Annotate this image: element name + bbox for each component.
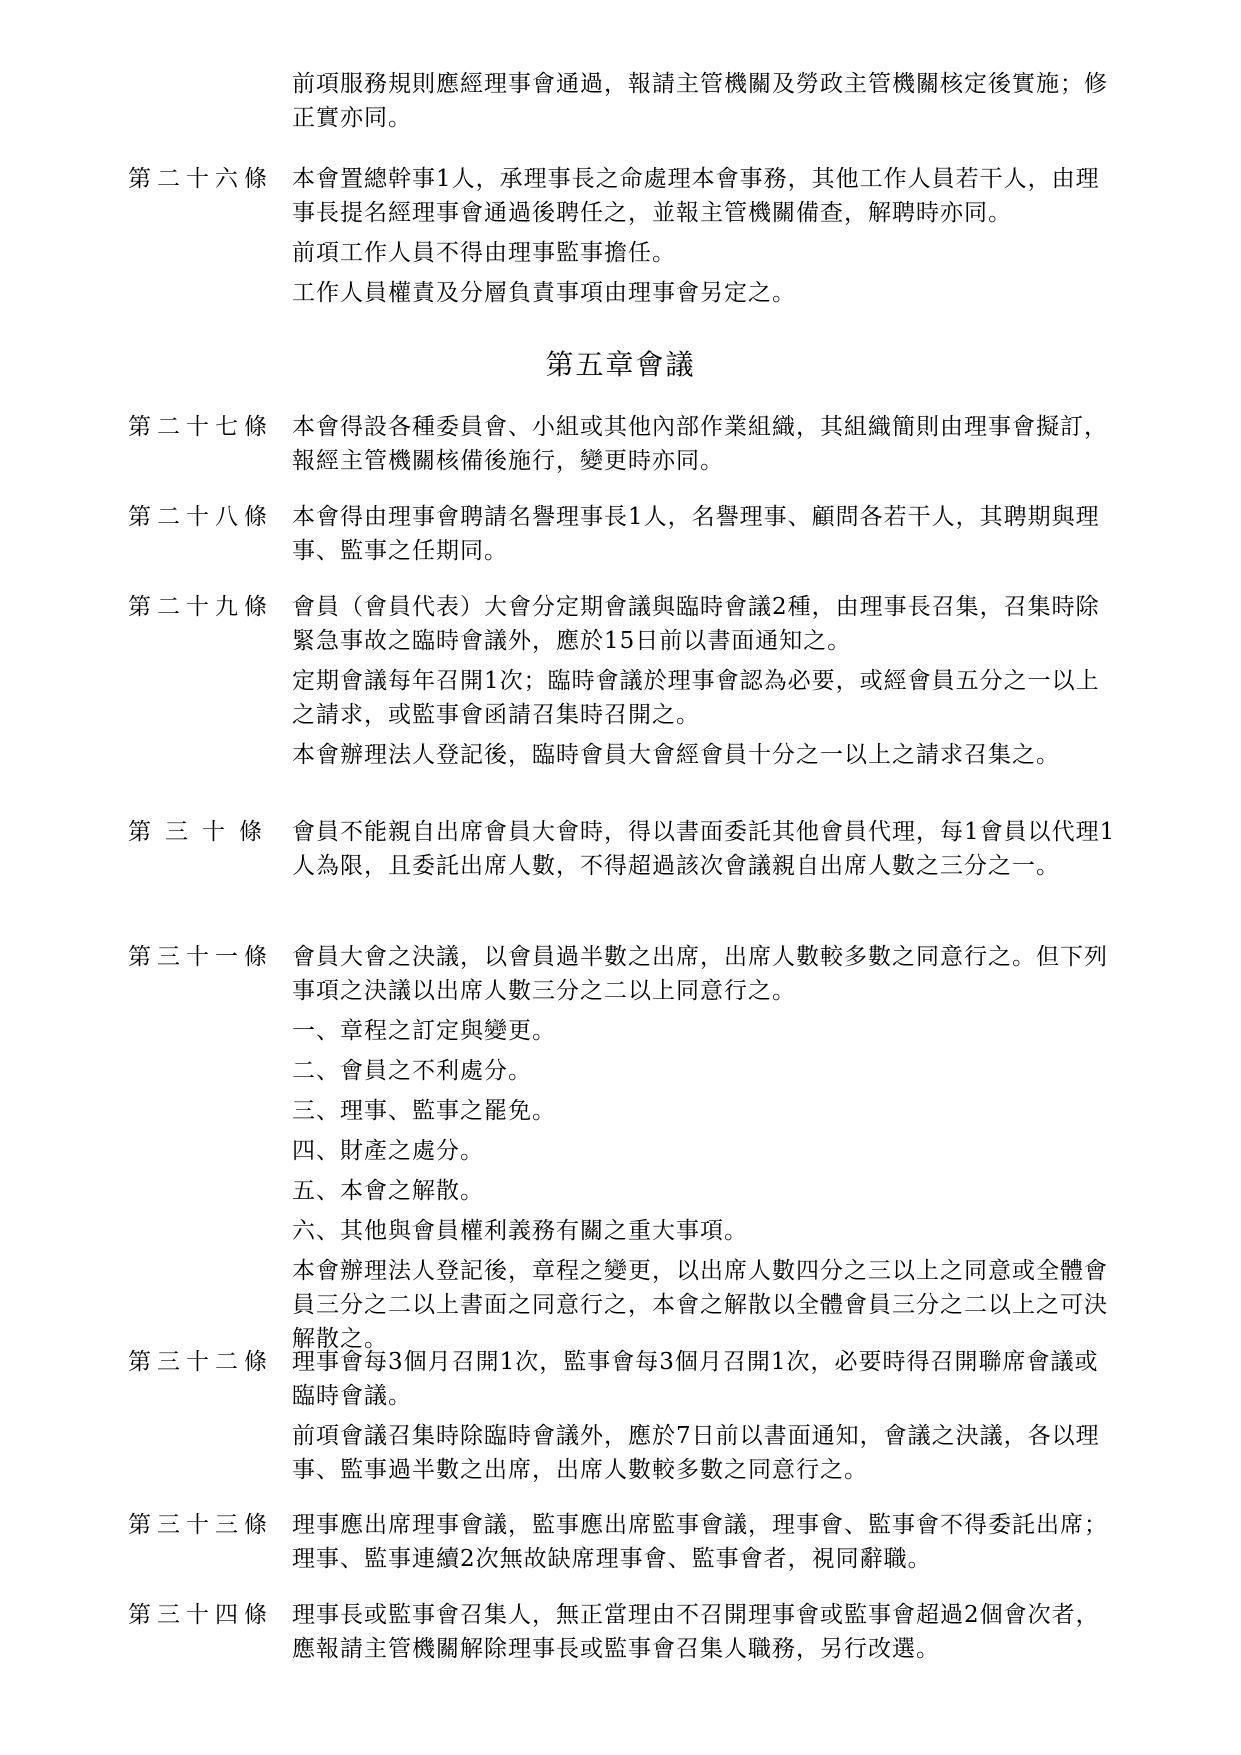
article-34-para-1: 理事長或監事會召集人，無正當理由不召開理事會或監事會超過2個會次者，應報請主管機關解除理事長或監事會召集人職務，另行改選。 bbox=[292, 1602, 1100, 1662]
article-26-label: 第二十六條 bbox=[128, 166, 273, 192]
article-33-para-1: 理事應出席理事會議，監事應出席監事會議，理事會、監事會不得委託出席；理事、監事連續2次無故缺席理事會、監事會者，視同辭職。 bbox=[292, 1512, 1108, 1572]
article-31-item-4: 四、財產之處分。 bbox=[292, 1138, 484, 1164]
intro-paragraph bbox=[292, 67, 1122, 141]
article-31-item-3: 三、理事、監事之罷免。 bbox=[292, 1098, 556, 1124]
article-27-para-1: 本會得設各種委員會、小組或其他內部作業組織，其組織簡則由理事會擬訂，報經主管機關核備後施行，變更時亦同。 bbox=[292, 414, 1108, 474]
article-31-item-5: 五、本會之解散。 bbox=[292, 1178, 484, 1204]
article-28-body bbox=[292, 500, 1122, 568]
article-31-body bbox=[292, 940, 1122, 1356]
chapter-heading: 第五章會議 bbox=[545, 348, 696, 381]
article-28 bbox=[128, 500, 1122, 574]
article-29-para-1: 會員（會員代表）大會分定期會議與臨時會議2種，由理事長召集，召集時除緊急事故之臨時會議外，應於15日前以書面通知之。 bbox=[292, 594, 1100, 654]
article-31-para-2: 本會辦理法人登記後，章程之變更，以出席人數四分之三以上之同意或全體會員三分之二以上書面之同意行之，本會之解散以全體會員三分之二以上之可決解散之。 bbox=[292, 1258, 1108, 1352]
article-32-label: 第三十二條 bbox=[128, 1349, 273, 1375]
article-29-para-2: 定期會議每年召開1次；臨時會議於理事會認為必要，或經會員五分之一以上之請求，或監事會函請召集時召開之。 bbox=[292, 668, 1100, 728]
article-30-para-1: 會員不能親自出席會員大會時，得以書面委託其他會員代理，每1會員以代理1人為限，且委託出席人數，不得超過該次會議親自出席人數之三分之一。 bbox=[292, 819, 1116, 879]
article-34 bbox=[128, 1598, 1122, 1672]
article-31 bbox=[128, 940, 1122, 1362]
article-29-para-3: 本會辦理法人登記後，臨時會員大會經會員十分之一以上之請求召集之。 bbox=[292, 742, 1060, 768]
article-29 bbox=[128, 590, 1122, 778]
article-32-para-2: 前項會議召集時除臨時會議外，應於7日前以書面通知，會議之決議，各以理事、監事過半數之出席，出席人數較多數之同意行之。 bbox=[292, 1423, 1100, 1483]
article-26-para-1: 本會置總幹事1人，承理事長之命處理本會事務，其他工作人員若干人，由理事長提名經理事會通過後聘任之，並報主管機關備查，解聘時亦同。 bbox=[292, 166, 1100, 226]
article-30-body bbox=[292, 815, 1122, 883]
article-30 bbox=[128, 815, 1122, 889]
article-26-para-3: 工作人員權責及分層負責事項由理事會另定之。 bbox=[292, 280, 796, 306]
article-28-para-1: 本會得由理事會聘請名譽理事長1人，名譽理事、顧問各若干人，其聘期與理事、監事之任期同。 bbox=[292, 504, 1100, 564]
article-32-para-1: 理事會每3個月召開1次，監事會每3個月召開1次，必要時得召開聯席會議或臨時會議。 bbox=[292, 1349, 1099, 1409]
article-34-body bbox=[292, 1598, 1122, 1666]
article-27 bbox=[128, 410, 1122, 484]
article-32-body bbox=[292, 1345, 1122, 1487]
article-33-body bbox=[292, 1508, 1122, 1576]
article-31-item-6: 六、其他與會員權利義務有關之重大事項。 bbox=[292, 1218, 748, 1244]
article-31-item-1: 一、章程之訂定與變更。 bbox=[292, 1018, 556, 1044]
article-29-body bbox=[292, 590, 1122, 772]
article-33 bbox=[128, 1508, 1122, 1582]
article-27-label: 第二十七條 bbox=[128, 414, 273, 440]
article-29-label: 第二十九條 bbox=[128, 594, 273, 620]
article-32 bbox=[128, 1345, 1122, 1493]
article-26-para-2: 前項工作人員不得由理事監事擔任。 bbox=[292, 240, 676, 266]
article-33-label: 第三十三條 bbox=[128, 1512, 273, 1538]
article-31-para-1: 會員大會之決議，以會員過半數之出席，出席人數較多數之同意行之。但下列事項之決議以出席人數三分之二以上同意行之。 bbox=[292, 944, 1108, 1004]
article-27-body bbox=[292, 410, 1122, 478]
article-26 bbox=[128, 162, 1122, 316]
article-30-label: 第三十條 bbox=[128, 819, 276, 845]
intro-text: 前項服務規則應經理事會通過，報請主管機關及勞政主管機關核定後實施；修正實亦同。 bbox=[292, 71, 1108, 131]
article-31-label: 第三十一條 bbox=[128, 944, 273, 970]
article-31-item-2: 二、會員之不利處分。 bbox=[292, 1058, 532, 1084]
article-26-body bbox=[292, 162, 1122, 310]
article-28-label: 第二十八條 bbox=[128, 504, 273, 530]
article-34-label: 第三十四條 bbox=[128, 1602, 273, 1628]
